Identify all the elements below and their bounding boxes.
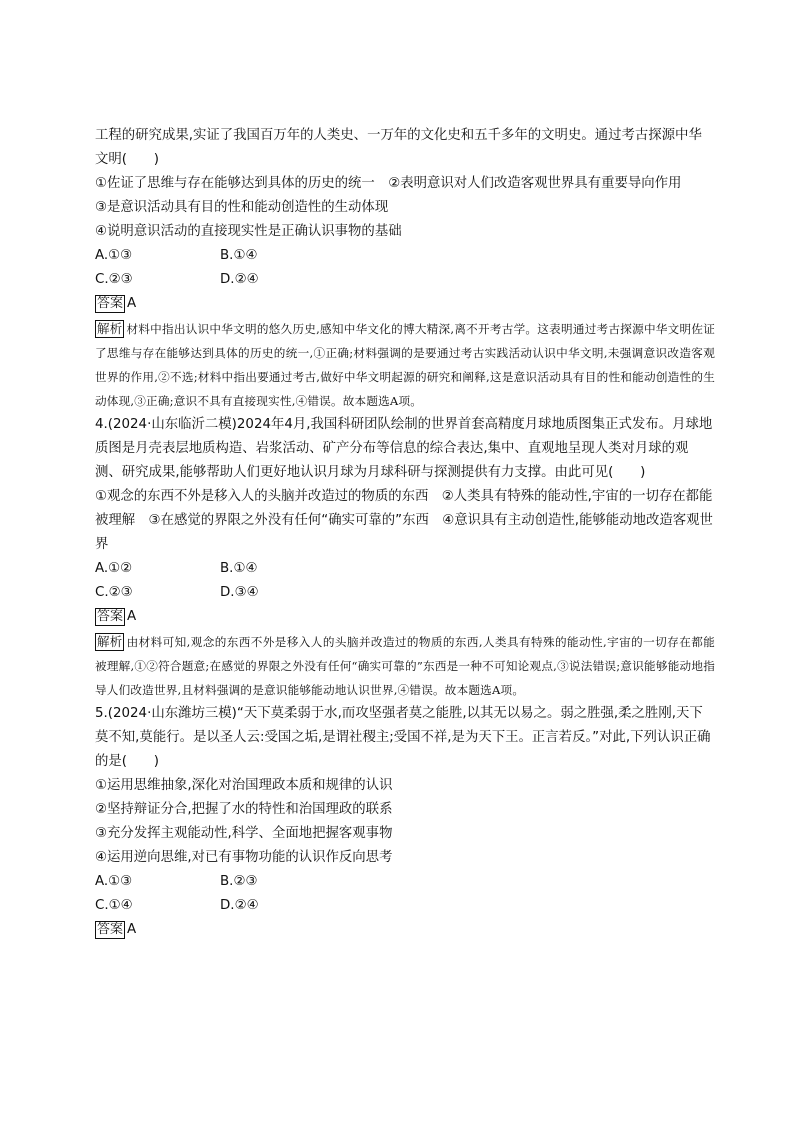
question-3 [95, 124, 715, 413]
analysis-paragraph [95, 630, 715, 702]
choice-b: B.②③ [220, 874, 258, 889]
answer-value: A [127, 922, 137, 937]
choice-d: D.③④ [220, 585, 259, 600]
choice-c: C.②③ [95, 272, 133, 287]
answer-value: A [127, 609, 137, 624]
choice-b: B.①④ [220, 561, 258, 576]
choice-a: A.①② [95, 561, 133, 576]
choice-d: D.②④ [220, 272, 259, 287]
answer-tag: 答案 [97, 609, 124, 624]
choice-grid [95, 557, 715, 605]
statement-item: ③充分发挥主观能动性,科学、全面地把握客观事物 [95, 826, 393, 841]
question-stem: 5.(2024·山东潍坊三模)“天下莫柔弱于水,而攻坚强者莫之能胜,以其无以易之。弱之胜强,柔之胜刚,天下莫不知,莫能行。是以圣人云:受国之垢,是谓社稷主;受国不祥,是为天下王。正言若反。”对此,下列认识正确的是( ) [95, 706, 711, 769]
analysis-paragraph [95, 317, 715, 413]
analysis-text: 材料中指出认识中华文明的悠久历史,感知中华文化的博大精深,离不开考古学。这表明通过考古探源中华文明佐证了思维与存在能够达到具体的历史的统一,①正确;材料强调的是要通过考古实践活动认识中华文明,未强调意识改造客观世界的作用,②不选;材料中指出要通过考古,做好中华文明起源的研究和阐释,这是意识活动具有目的性和能动创造性的生动体现,③正确;意识不具有直接现实性,④错误。故本题选A项。 [95, 322, 715, 408]
statement-item: ④说明意识活动的直接现实性是正确认识事物的基础 [95, 224, 402, 239]
choice-c: C.②③ [95, 585, 133, 600]
analysis-tag: 解析 [97, 321, 123, 336]
question-4 [95, 413, 715, 702]
choice-a: A.①③ [95, 874, 133, 889]
statement-item: ③是意识活动具有目的性和能动创造性的生动体现 [95, 200, 389, 215]
analysis-tag: 解析 [97, 634, 123, 649]
answer-tag: 答案 [97, 922, 124, 937]
choice-grid [95, 870, 715, 918]
choice-c: C.①④ [95, 898, 133, 913]
statement-item: ①观念的东西不外是移入人的头脑并改造过的物质的东西 ②人类具有特殊的能动性,宇宙的一切存在都能被理解 ③在感觉的界限之外没有任何“确实可靠的”东西 ④意识具有主动创造性,能够能动地改造客观世界 [95, 489, 713, 552]
choice-b: B.①④ [220, 248, 258, 263]
statement-item: ②坚持辩证分合,把握了水的特性和治国理政的联系 [95, 802, 393, 817]
question-stem: 4.(2024·山东临沂二模)2024年4月,我国科研团队绘制的世界首套高精度月球地质图集正式发布。月球地质图是月壳表层地质构造、岩浆活动、矿产分布等信息的综合表达,集中、直观地呈现人类对月球的观测、研究成果,能够帮助人们更好地认识月球为月球科研与探测提供有力支撑。由此可见( ) [95, 417, 713, 480]
analysis-text: 由材料可知,观念的东西不外是移入人的头脑并改造过的物质的东西,人类具有特殊的能动性,宇宙的一切存在都能被理解,①②符合题意;在感觉的界限之外没有任何“确实可靠的”东西是一种不可知论观点,③说法错误;意识能够能动地指导人们改造世界,且材料强调的是意识能够能动地认识世界,④错误。故本题选A项。 [95, 635, 715, 697]
statement-item: ④运用逆向思维,对已有事物功能的认识作反向思考 [95, 850, 393, 865]
choice-d: D.②④ [220, 898, 259, 913]
answer-tag: 答案 [97, 296, 124, 311]
document-page [95, 124, 715, 943]
statement-item: ①佐证了思维与存在能够达到具体的历史的统一 ②表明意识对人们改造客观世界具有重要导向作用 [95, 176, 682, 191]
answer-line [95, 919, 715, 941]
question-stem: 工程的研究成果,实证了我国百万年的人类史、一万年的文化史和五千多年的文明史。通过考古探源中华文明( ) [95, 128, 702, 167]
choice-grid [95, 244, 715, 292]
answer-value: A [127, 296, 137, 311]
answer-line [95, 606, 715, 628]
choice-a: A.①③ [95, 248, 133, 263]
statement-item: ①运用思维抽象,深化对治国理政本质和规律的认识 [95, 778, 393, 793]
answer-line [95, 293, 715, 315]
question-5 [95, 702, 715, 941]
